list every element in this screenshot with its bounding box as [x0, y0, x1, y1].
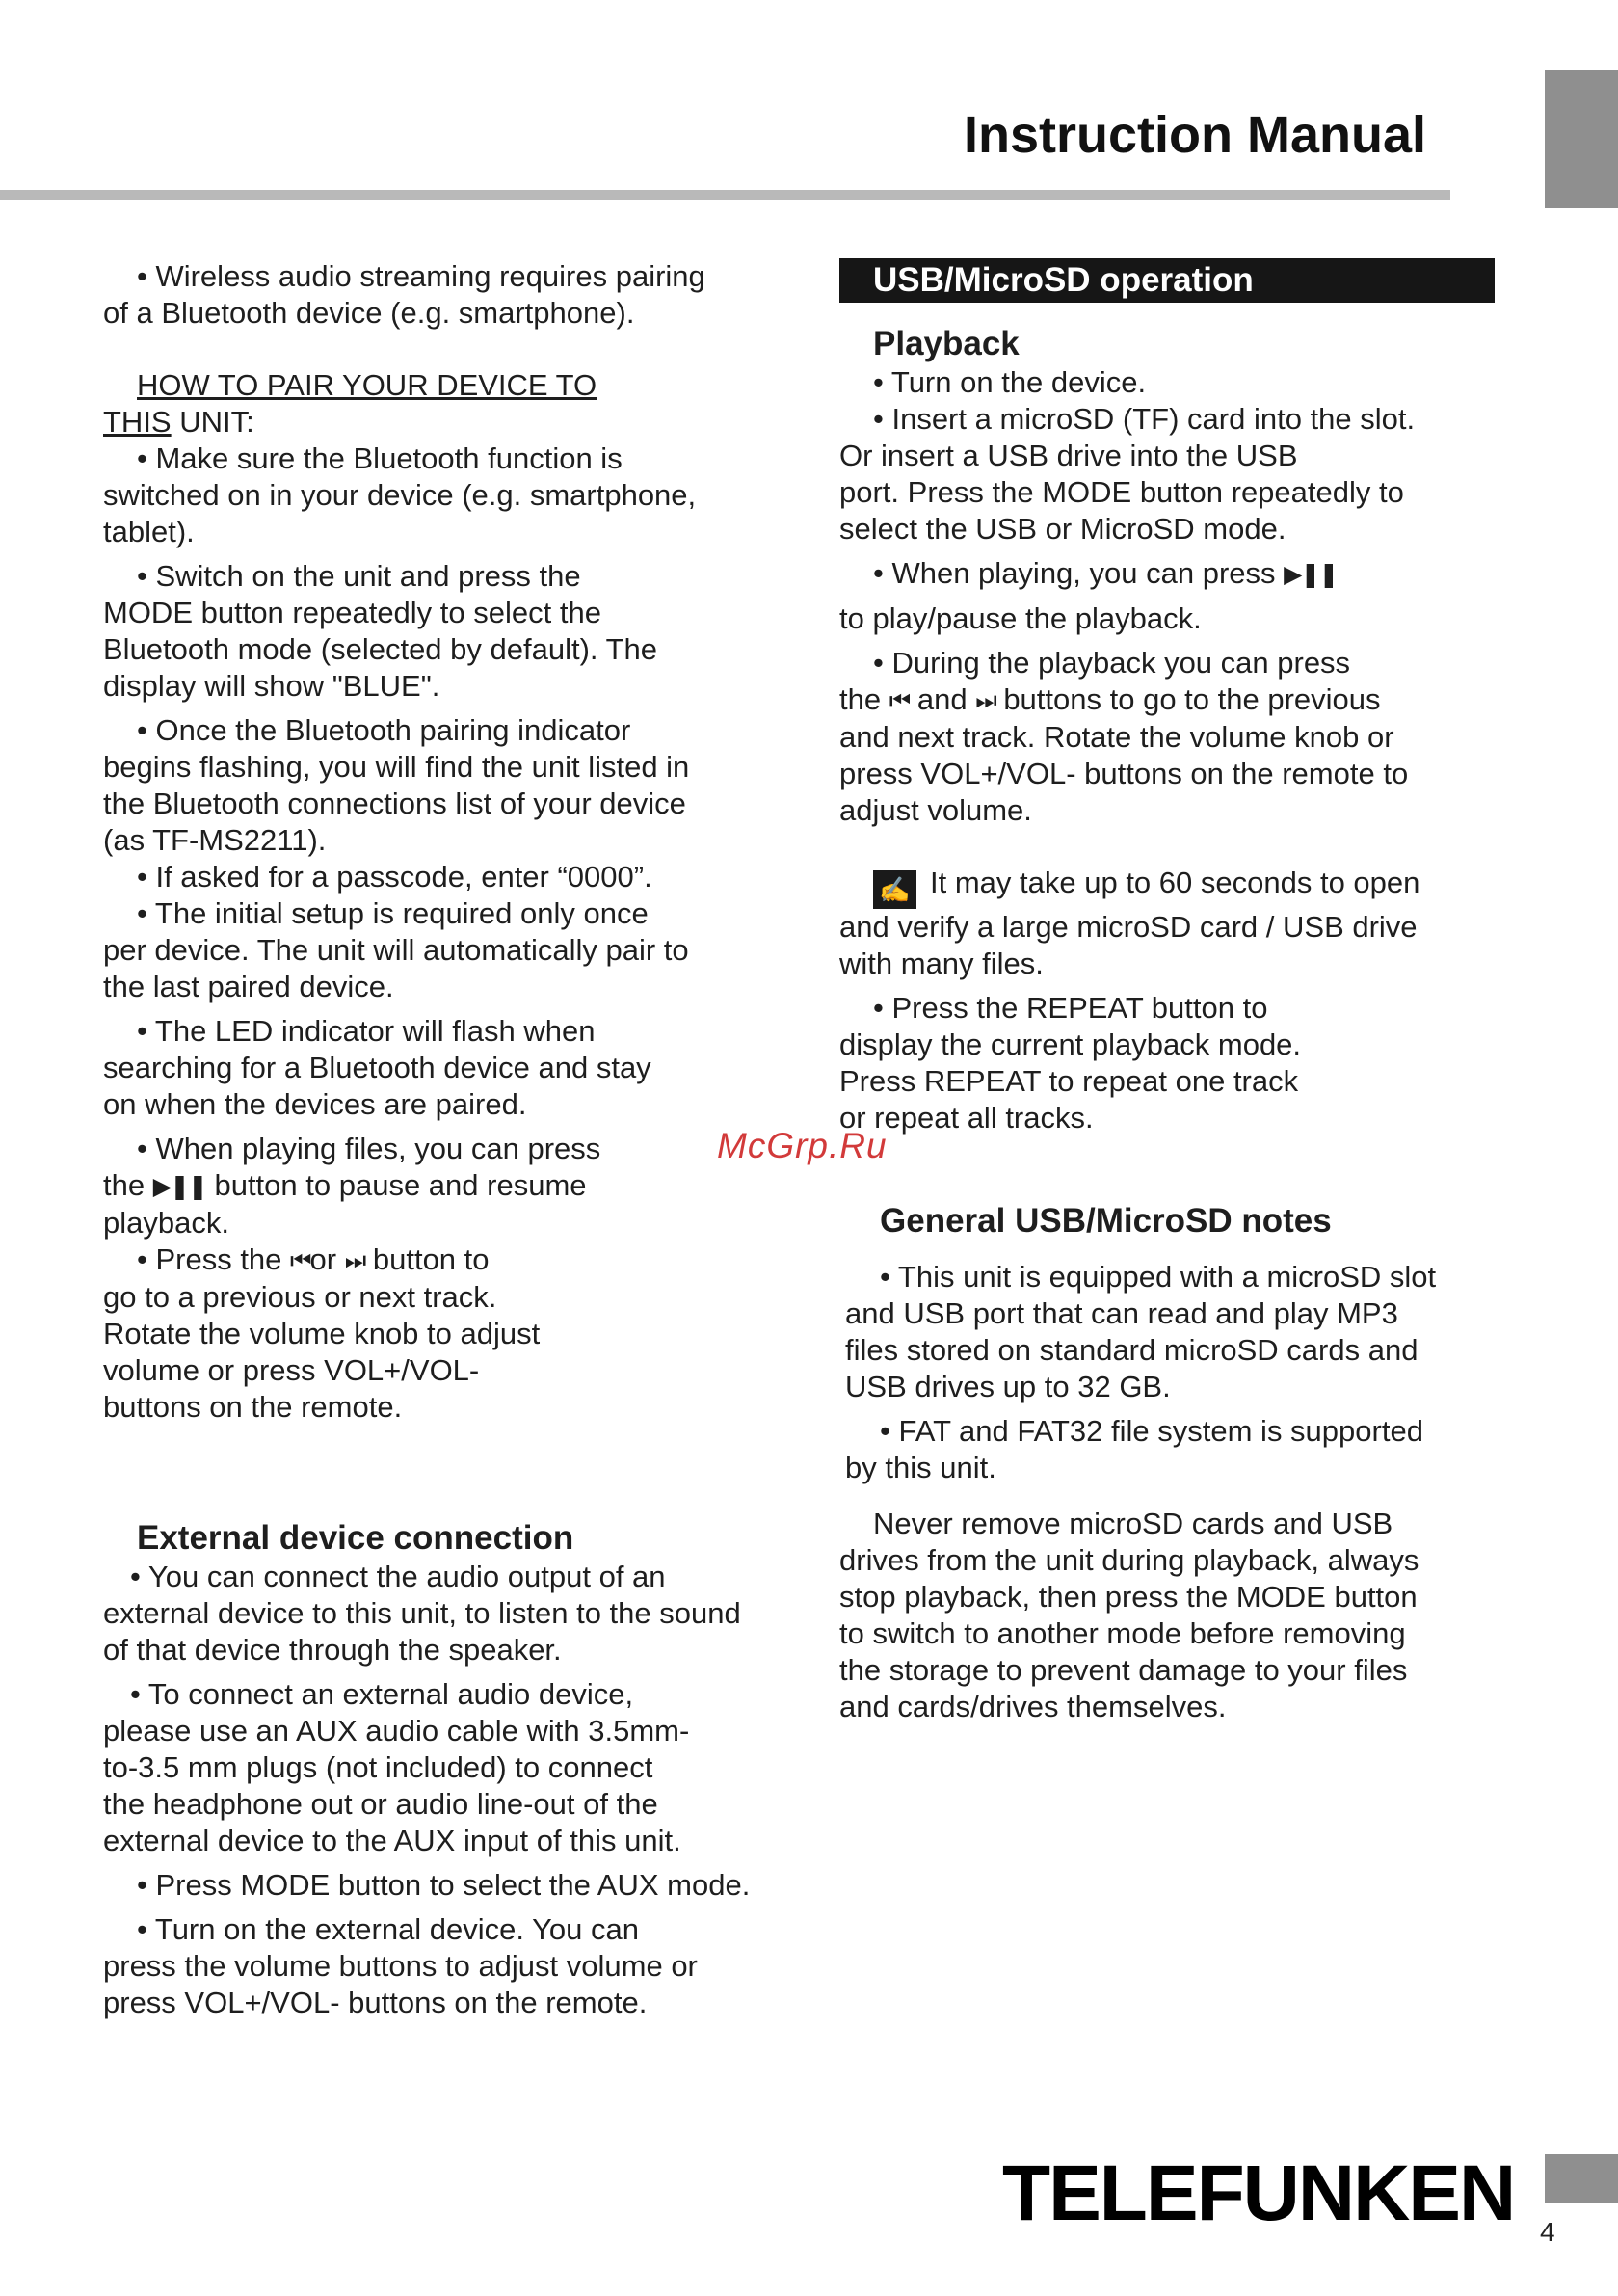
left-column: [103, 258, 797, 2021]
text-line: (as TF-MS2211).: [103, 823, 327, 857]
text-line: and cards/drives themselves.: [839, 1690, 1227, 1723]
text-line: the Bluetooth connections list of your device: [103, 787, 686, 820]
text-line: [103, 1167, 797, 1205]
text-line: USB drives up to 32 GB.: [845, 1370, 1171, 1403]
text-line: Press REPEAT to repeat one track: [839, 1064, 1299, 1098]
text-line: [103, 1241, 797, 1279]
text-line: with many files.: [839, 947, 1044, 980]
text-line: volume or press VOL+/VOL-: [103, 1353, 480, 1387]
text-line: by this unit.: [845, 1451, 996, 1484]
pair-heading-unit: UNIT:: [171, 405, 254, 439]
text-fragment: or: [309, 1242, 345, 1276]
pair-heading-line: HOW TO PAIR YOUR DEVICE TO: [137, 368, 597, 402]
page-title: Instruction Manual: [963, 106, 1426, 164]
text-line: and next track. Rotate the volume knob or: [839, 720, 1394, 754]
text-line: select the USB or MicroSD mode.: [839, 512, 1286, 546]
text-line: to play/pause the playback.: [839, 601, 1202, 635]
text-line: tablet).: [103, 515, 195, 548]
text-line: buttons on the remote.: [103, 1390, 403, 1424]
text-line: press VOL+/VOL- buttons on the remote.: [103, 1986, 648, 2019]
text-fragment: • When playing, you can press: [873, 556, 1285, 590]
previous-track-icon: ⏮: [889, 687, 910, 714]
text-line: per device. The unit will automatically pair to: [103, 933, 689, 967]
text-line: searching for a Bluetooth device and stay: [103, 1051, 651, 1084]
text-line: port. Press the MODE button repeatedly to: [839, 475, 1404, 509]
text-line: • When playing files, you can press: [137, 1132, 601, 1165]
text-line: MODE button repeatedly to select the: [103, 596, 601, 629]
text-fragment: • Press the: [137, 1242, 291, 1276]
text-line: external device to this unit, to listen to the sound: [103, 1596, 741, 1630]
text-line: display the current playback mode.: [839, 1028, 1302, 1061]
page-tab-marker: [1545, 70, 1618, 208]
text-line: drives from the unit during playback, always: [839, 1543, 1419, 1577]
external-connection-heading: External device connection: [137, 1519, 574, 1557]
text-fragment: button to pause and resume: [205, 1168, 587, 1202]
text-line: • Press the REPEAT button to: [873, 991, 1268, 1025]
text-line: Bluetooth mode (selected by default). The: [103, 632, 657, 666]
play-pause-icon: ▶❚❚: [1284, 561, 1338, 588]
text-line: • Once the Bluetooth pairing indicator: [137, 713, 631, 747]
text-line: to-3.5 mm plugs (not included) to connect: [103, 1750, 653, 1784]
text-line: • Wireless audio streaming requires pairing: [137, 259, 705, 293]
text-line: press VOL+/VOL- buttons on the remote to: [839, 757, 1409, 790]
text-line: the headphone out or audio line-out of the: [103, 1787, 658, 1821]
text-line: [839, 865, 1495, 909]
watermark: McGrp.Ru: [717, 1126, 888, 1165]
next-track-icon: ⏭: [975, 687, 995, 714]
text-line: • Turn on the device.: [873, 365, 1147, 399]
text-line: • Press MODE button to select the AUX mode.: [137, 1868, 751, 1902]
text-line: Never remove microSD cards and USB: [873, 1507, 1393, 1540]
text-fragment: the: [103, 1168, 153, 1202]
playback-heading: Playback: [873, 325, 1020, 362]
text-line: or repeat all tracks.: [839, 1101, 1094, 1135]
text-line: and verify a large microSD card / USB drive: [839, 910, 1418, 944]
text-line: • Switch on the unit and press the: [137, 559, 581, 593]
text-line: Or insert a USB drive into the USB: [839, 439, 1298, 472]
pair-heading-this: THIS: [103, 405, 172, 439]
text-line: the storage to prevent damage to your files: [839, 1653, 1408, 1687]
text-line: stop playback, then press the MODE button: [839, 1580, 1418, 1614]
text-line: • FAT and FAT32 file system is supported: [880, 1414, 1423, 1448]
text-line: [839, 555, 1495, 593]
pair-heading-line: [103, 404, 797, 441]
text-line: • This unit is equipped with a microSD slot: [880, 1260, 1437, 1294]
text-line: go to a previous or next track.: [103, 1280, 497, 1314]
page-number: 4: [1540, 2217, 1555, 2247]
text-line: begins flashing, you will find the unit listed in: [103, 750, 690, 784]
text-line: adjust volume.: [839, 793, 1032, 827]
text-line: Rotate the volume knob to adjust: [103, 1317, 541, 1350]
text-line: [839, 681, 1495, 719]
text-fragment: It may take up to 60 seconds to open: [930, 866, 1420, 899]
text-line: please use an AUX audio cable with 3.5mm-: [103, 1714, 690, 1748]
text-line: and USB port that can read and play MP3: [845, 1296, 1398, 1330]
text-line: on when the devices are paired.: [103, 1087, 527, 1121]
note-icon: ✍: [873, 870, 916, 909]
text-line: external device to the AUX input of this unit.: [103, 1824, 681, 1857]
text-line: press the volume buttons to adjust volume or: [103, 1949, 698, 1983]
previous-track-icon: ⏮: [290, 1247, 310, 1274]
next-track-icon: ⏭: [344, 1247, 365, 1274]
text-line: • The LED indicator will flash when: [137, 1014, 596, 1048]
text-line: switched on in your device (e.g. smartphone,: [103, 478, 697, 512]
text-fragment: buttons to go to the previous: [995, 682, 1381, 716]
brand-logo: TELEFUNKEN: [1002, 2149, 1515, 2237]
text-line: to switch to another mode before removing: [839, 1616, 1406, 1650]
text-line: • Insert a microSD (TF) card into the slot.: [873, 402, 1416, 436]
text-line: of that device through the speaker.: [103, 1633, 562, 1667]
text-line: the last paired device.: [103, 970, 394, 1003]
text-line: • The initial setup is required only once: [137, 896, 649, 930]
text-fragment: and: [909, 682, 976, 716]
usb-section-banner: USB/MicroSD operation: [839, 258, 1495, 303]
text-line: of a Bluetooth device (e.g. smartphone).: [103, 296, 635, 330]
text-line: display will show "BLUE".: [103, 669, 440, 703]
text-fragment: button to: [364, 1242, 490, 1276]
text-line: • Turn on the external device. You can: [137, 1912, 639, 1946]
text-line: • During the playback you can press: [873, 646, 1351, 680]
text-line: • You can connect the audio output of an: [130, 1560, 666, 1593]
page-tab-marker-bottom: [1545, 2154, 1618, 2203]
text-line: files stored on standard microSD cards and: [845, 1333, 1419, 1367]
header-rule: [0, 190, 1450, 200]
text-line: • If asked for a passcode, enter “0000”.: [137, 860, 652, 894]
text-line: playback.: [103, 1206, 229, 1240]
general-notes-heading: General USB/MicroSD notes: [880, 1202, 1332, 1240]
text-line: • To connect an external audio device,: [130, 1677, 634, 1711]
right-column: [839, 258, 1495, 1725]
play-pause-icon: ▶❚❚: [152, 1173, 206, 1200]
text-line: • Make sure the Bluetooth function is: [137, 441, 623, 475]
text-fragment: the: [839, 682, 889, 716]
